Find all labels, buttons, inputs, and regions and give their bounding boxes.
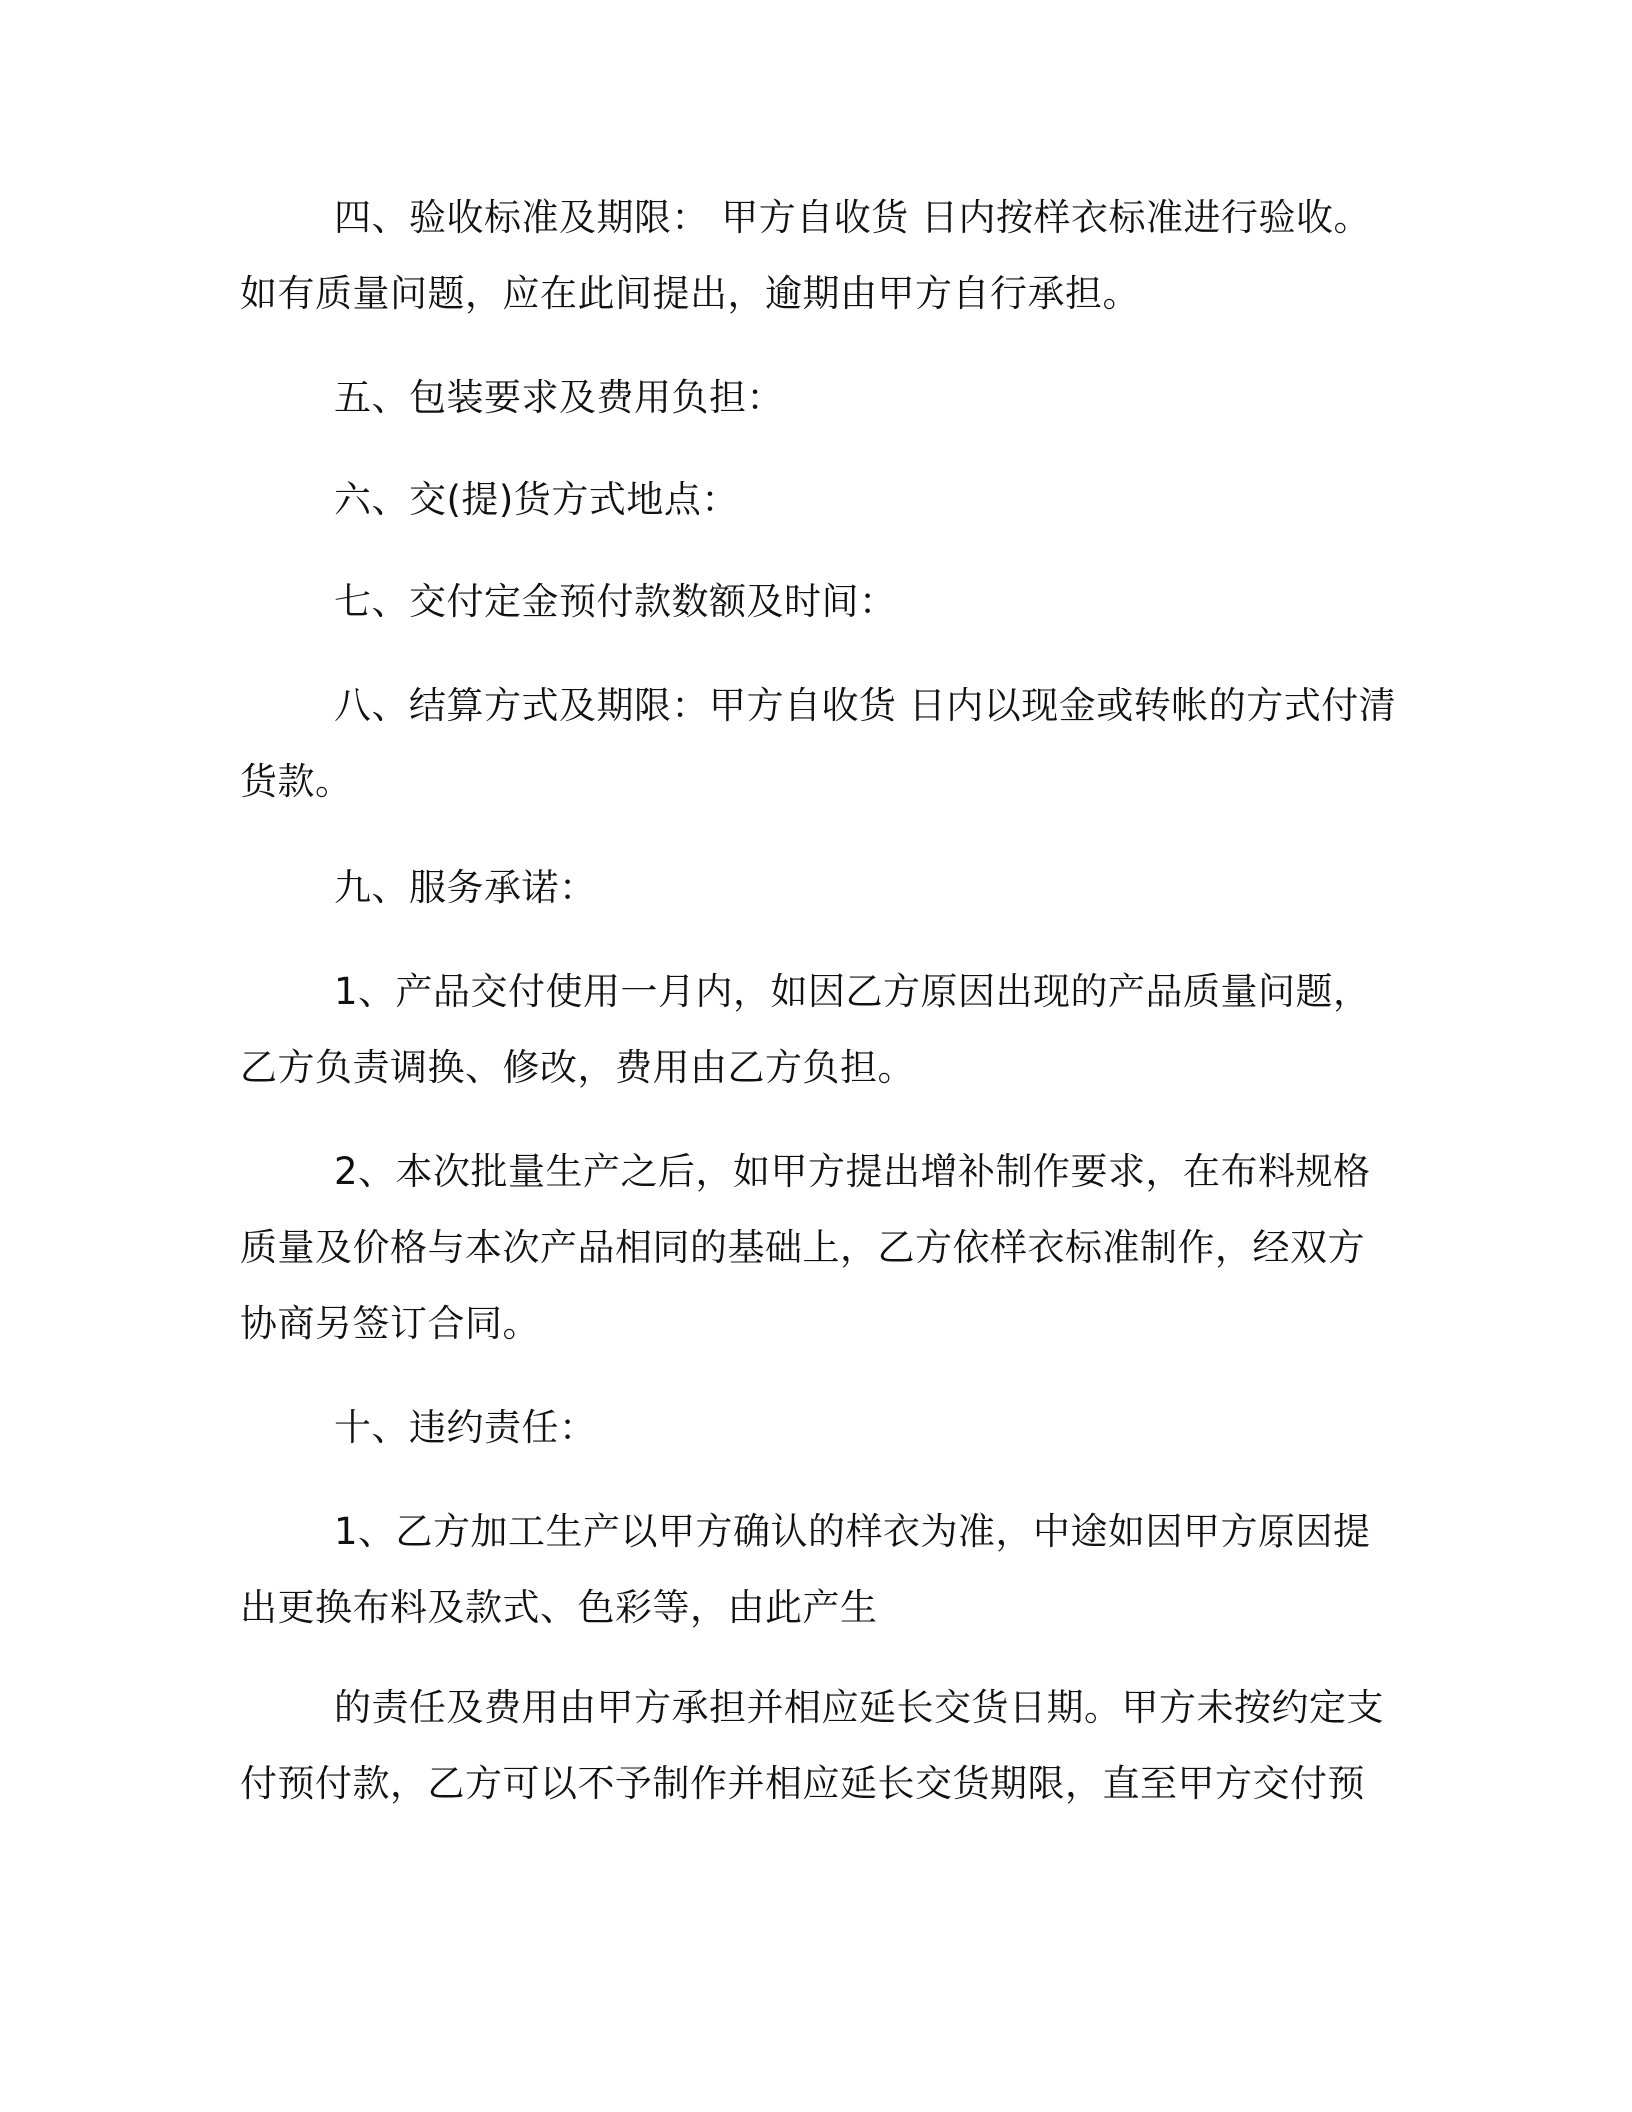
clause-10-liability [240,1390,1390,1466]
text-line: 五、包装要求及费用负担： [334,376,784,419]
text-line: 十、违约责任： [334,1406,597,1449]
text-line: 出更换布料及款式、色彩等，由此产生 [240,1586,878,1629]
text-line: 乙方负责调换、修改，费用由乙方负担。 [240,1046,915,1089]
clause-10-item-1 [240,1494,1390,1646]
clause-9-item-1 [240,954,1390,1106]
clause-9-item-2 [240,1134,1390,1362]
text-line: 六、交(提)货方式地点： [334,478,739,521]
text-line: 1、乙方加工生产以甲方确认的样衣为准，中途如因甲方原因提 [334,1510,1371,1553]
text-line: 货款。 [240,760,353,803]
text-line: 1、产品交付使用一月内，如因乙方原因出现的产品质量问题， [334,970,1371,1013]
text-line: 如有质量问题，应在此间提出，逾期由甲方自行承担。 [240,272,1140,315]
text-line: 2、本次批量生产之后，如甲方提出增补制作要求，在布料规格 [334,1150,1371,1193]
text-line: 四、验收标准及期限： 甲方自收货 日内按样衣标准进行验收。 [334,196,1372,239]
clause-10-item-1-continued [240,1670,1390,1822]
clause-7-deposit [240,564,1390,640]
text-line: 付预付款，乙方可以不予制作并相应延长交货期限，直至甲方交付预 [240,1762,1365,1805]
text-line: 协商另签订合同。 [240,1302,540,1345]
text-line: 八、结算方式及期限：甲方自收货 日内以现金或转帐的方式付清 [334,684,1397,727]
text-line: 九、服务承诺： [334,866,597,909]
clause-9-service [240,850,1390,926]
clause-6-delivery [240,462,1390,538]
clause-8-settlement [240,668,1397,820]
text-line: 的责任及费用由甲方承担并相应延长交货日期。甲方未按约定支 [334,1686,1384,1729]
clause-5-packaging [240,360,1390,436]
text-line: 质量及价格与本次产品相同的基础上，乙方依样衣标准制作，经双方 [240,1226,1365,1269]
text-line: 七、交付定金预付款数额及时间： [334,580,897,623]
clause-4-acceptance [240,180,1390,332]
